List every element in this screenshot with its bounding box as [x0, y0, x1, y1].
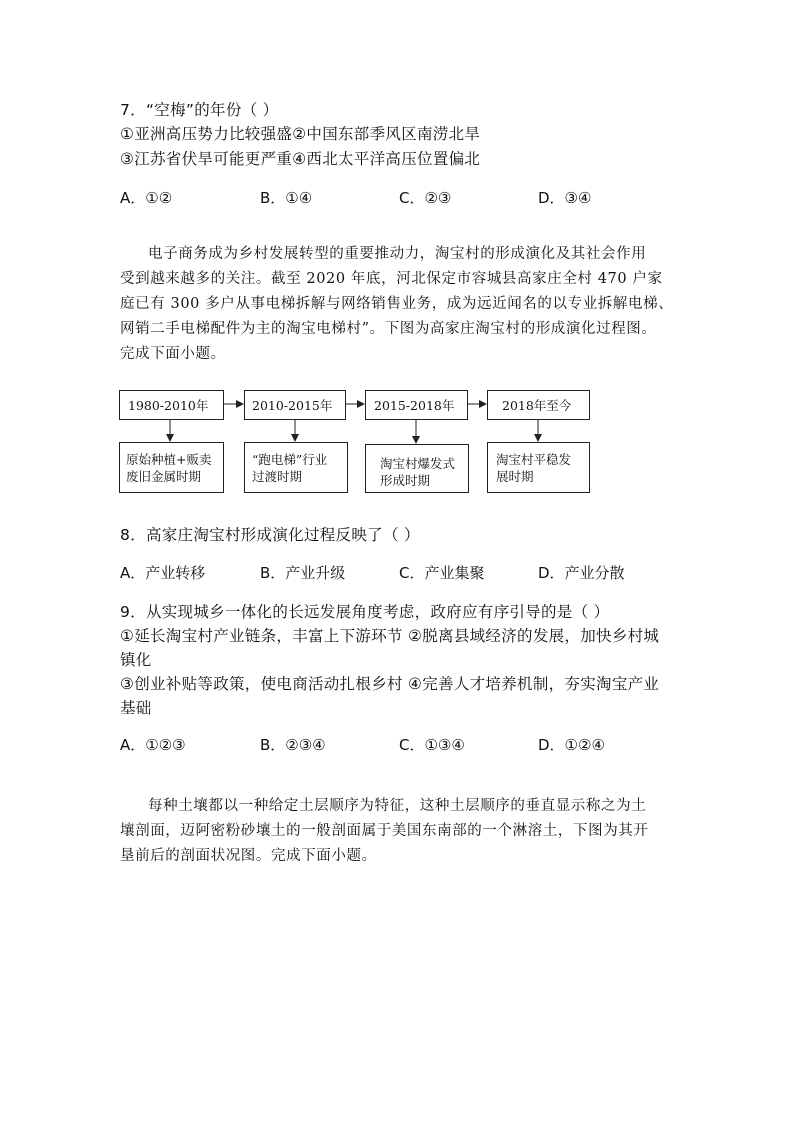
q7-option-c: C．②③ — [399, 189, 452, 207]
period-box-2 — [244, 390, 346, 420]
stage-2-line1: “跑电梯”行业 — [252, 452, 328, 467]
period-box-4 — [487, 390, 590, 420]
stage-4-line1: 淘宝村平稳发 — [496, 452, 572, 467]
q9-option-c: C．①③④ — [399, 736, 465, 754]
q8-option-c: C．产业集聚 — [399, 564, 485, 582]
stage-box-4 — [487, 442, 590, 493]
stage-1-line1: 原始种植+贩卖 — [126, 452, 212, 467]
q8-stem: 8．高家庄淘宝村形成演化过程反映了（ ） — [120, 526, 420, 544]
q8-option-d: D．产业分散 — [538, 564, 625, 582]
passage2-line1: 每种土壤都以一种给定土层顺序为特征，这种土层顺序的垂直显示称之为土 — [148, 798, 647, 814]
q7-option-d: D．③④ — [538, 189, 592, 207]
q9-option-a: A．①②③ — [120, 736, 186, 754]
period-label-1: 1980-2010年 — [128, 398, 209, 413]
period-box-1 — [119, 390, 224, 420]
q7-option-a: A．①② — [120, 189, 173, 207]
passage2-line2: 壤剖面，迈阿密粉砂壤土的一般剖面属于美国东南部的一个淋溶土，下图为其开 — [120, 823, 649, 839]
q9-statement-line2: 镇化 — [120, 651, 152, 669]
period-label-2: 2010-2015年 — [252, 398, 333, 413]
q7-stem: 7．“空梅”的年份（ ） — [120, 101, 279, 119]
passage1-line1: 电子商务成为乡村发展转型的重要推动力，淘宝村的形成演化及其社会作用 — [148, 246, 647, 262]
stage-3-line2: 形成时期 — [380, 473, 431, 488]
passage1-line2: 受到越来越多的关注。截至 2020 年底，河北保定市容城县高家庄全村 470 户家 — [120, 271, 663, 287]
q9-statement-line3: ③创业补贴等政策，使电商活动扎根乡村 ④完善人才培养机制，夯实淘宝产业 — [120, 675, 660, 693]
stage-4-line2: 展时期 — [496, 469, 534, 484]
period-label-3: 2015-2018年 — [374, 398, 455, 413]
q7-statement-line2: ③江苏省伏旱可能更严重④西北太平洋高压位置偏北 — [120, 150, 481, 168]
q9-statement-line4: 基础 — [120, 699, 152, 717]
q9-statement-line1: ①延长淘宝村产业链条，丰富上下游环节 ②脱离县域经济的发展，加快乡村城 — [120, 627, 660, 645]
stage-box-2 — [244, 442, 348, 493]
stage-3-line1: 淘宝村爆发式 — [380, 456, 456, 471]
q9-option-d: D．①②④ — [538, 736, 605, 754]
stage-box-3 — [365, 444, 469, 493]
q7-statement-line1: ①亚洲高压势力比较强盛②中国东部季风区南涝北旱 — [120, 125, 481, 143]
q9-stem: 9．从实现城乡一体化的长远发展角度考虑，政府应有序引导的是（ ） — [120, 603, 610, 621]
q7-option-b: B．①④ — [260, 189, 313, 207]
q8-option-b: B．产业升级 — [260, 564, 346, 582]
q9-option-b: B．②③④ — [260, 736, 326, 754]
passage1-line3: 庭已有 300 多户从事电梯拆解与网络销售业务，成为远近闻名的以专业拆解电梯、 — [120, 296, 674, 312]
stage-2-line2: 过渡时期 — [252, 469, 303, 484]
period-box-3 — [365, 390, 468, 420]
stage-1-line2: 废旧金属时期 — [126, 469, 202, 484]
q8-option-a: A．产业转移 — [120, 564, 206, 582]
stage-box-1 — [119, 442, 224, 493]
period-label-4: 2018年至今 — [502, 398, 572, 413]
passage1-line4: 网销二手电梯配件为主的淘宝电梯村”。下图为高家庄淘宝村的形成演化过程图。 — [120, 321, 657, 337]
passage1-line5: 完成下面小题。 — [120, 346, 226, 362]
passage2-line3: 垦前后的剖面状况图。完成下面小题。 — [120, 848, 377, 864]
